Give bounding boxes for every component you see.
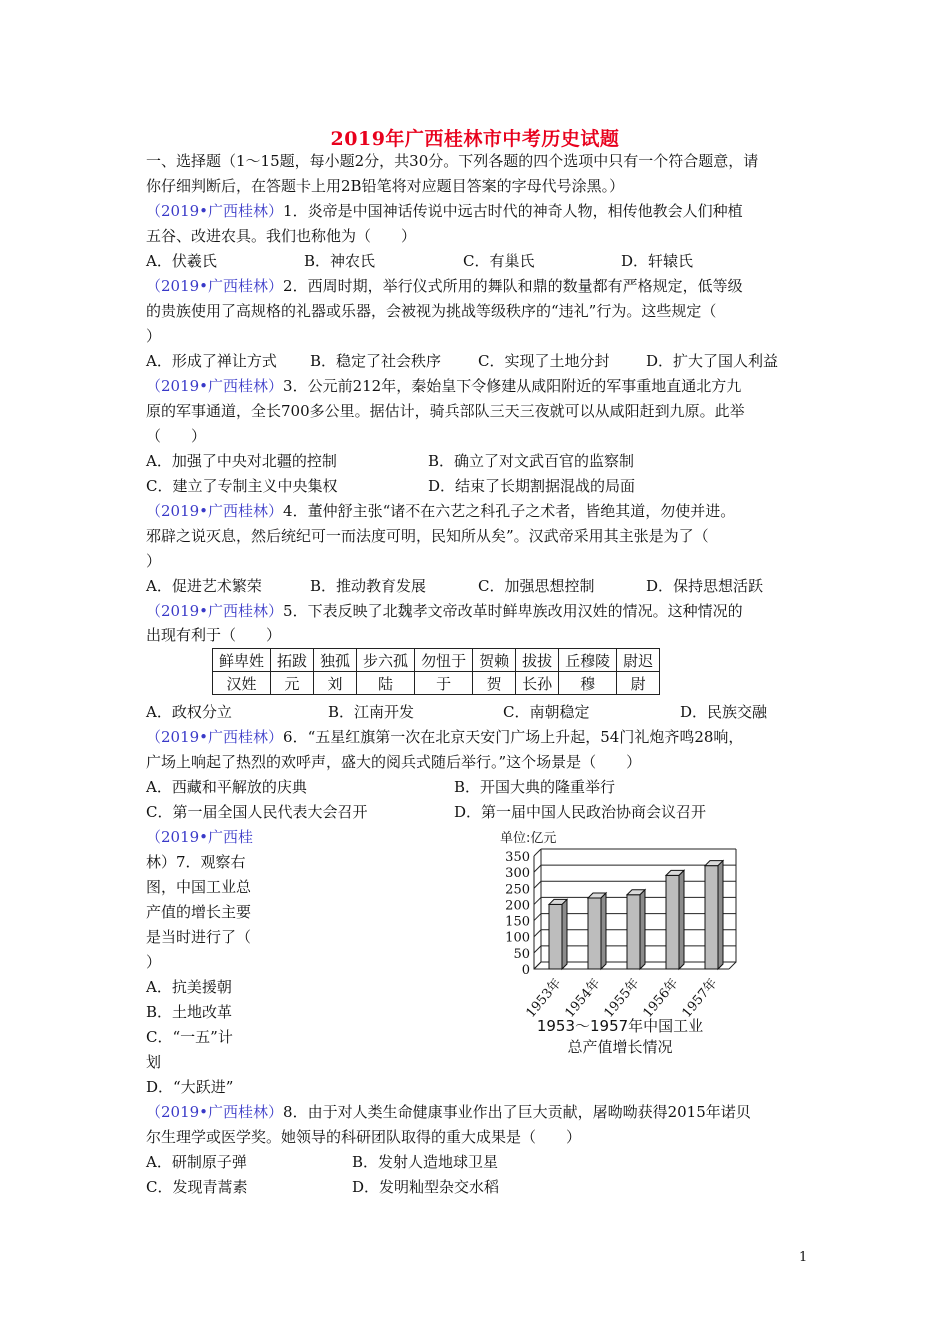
question-5: （2019•广西桂林）5．下表反映了北魏孝文帝改革时鲜卑族改用汉姓的情况。这种情况的: [146, 602, 743, 620]
table-cell: 元: [271, 672, 314, 695]
q1-option-c: C．有巢氏: [463, 252, 535, 270]
chart-gridline-edge: [534, 881, 541, 888]
question-5-cont: 出现有利于（ ）: [146, 626, 282, 644]
section-intro-line-1: 一、选择题（1～15题，每小题2分，共30分。下列各题的四个选项中只有一个符合题意，请: [146, 152, 759, 170]
table-cell: 勿忸于: [415, 649, 473, 672]
y-tick-label: 0: [521, 963, 530, 978]
page-title: 2019年广西桂林市中考历史试题: [330, 128, 620, 150]
q4-option-c: C．加强思想控制: [478, 577, 595, 595]
table-cell: 陆: [357, 672, 415, 695]
question-4: （2019•广西桂林）4．董仲舒主张“诸不在六艺之科孔子之术者，皆绝其道，勿使并进。: [146, 502, 736, 520]
question-7-line-4: 是当时进行了（: [146, 928, 252, 946]
chart-gridline-edge: [534, 962, 541, 969]
x-tick-label: 1954年: [562, 975, 604, 1021]
q7-option-a: A．抗美援朝: [146, 978, 232, 996]
table-cell: 拔拔: [516, 649, 559, 672]
question-8: （2019•广西桂林）8．由于对人类生命健康事业作出了巨大贡献，屠呦呦获得2015年诺贝: [146, 1103, 751, 1121]
y-tick-label: 350: [505, 850, 530, 865]
q8-option-d: D．发明籼型杂交水稻: [352, 1178, 500, 1196]
q6-option-a: A．西藏和平解放的庆典: [146, 778, 307, 796]
chart-unit-label: 单位:亿元: [500, 831, 557, 846]
question-7-line-2: 图，中国工业总: [146, 878, 252, 896]
chart-gridline-edge: [534, 946, 541, 953]
q3-option-b: B．确立了对文武百官的监察制: [428, 452, 635, 470]
q4-option-b: B．推动教育发展: [310, 577, 427, 595]
question-1: （2019•广西桂林）1．炎帝是中国神话传说中远古时代的神奇人物，相传他教会人们种植: [146, 202, 743, 220]
surname-table: [212, 648, 660, 695]
bar-side: [640, 890, 645, 969]
table-row: [213, 649, 660, 672]
q7-option-c: C．“一五”计: [146, 1028, 233, 1046]
question-4-cont2: ）: [146, 552, 162, 570]
chart-caption-line-2: 总产值增长情况: [567, 1038, 673, 1056]
section-intro-line-2: 你仔细判断后，在答题卡上用2B铅笔将对应题目答案的字母代号涂黑。）: [146, 177, 625, 195]
chart-gridline-edge: [534, 897, 541, 904]
q2-option-a: A．形成了禅让方式: [146, 352, 277, 370]
q3-option-d: D．结束了长期割据混战的局面: [428, 477, 636, 495]
table-cell: 贺: [473, 672, 516, 695]
q6-option-b: B．开国大典的隆重举行: [454, 778, 616, 796]
question-2: （2019•广西桂林）2．西周时期，举行仪式所用的舞队和鼎的数量都有严格规定，低等级: [146, 277, 743, 295]
bar: [627, 895, 640, 969]
table-cell: 鲜卑姓: [213, 649, 271, 672]
question-6: （2019•广西桂林）6．“五星红旗第一次在北京天安门广场上升起，54门礼炮齐鸣28响，: [146, 728, 744, 746]
question-7-line-3: 产值的增长主要: [146, 903, 252, 921]
bar: [549, 904, 562, 969]
table-cell: 贺赖: [473, 649, 516, 672]
q5-option-d: D．民族交融: [680, 703, 768, 721]
table-cell: 尉: [617, 672, 660, 695]
chart-floor-edge: [729, 962, 736, 969]
table-cell: 长孙: [516, 672, 559, 695]
x-tick-label: 1957年: [679, 975, 721, 1021]
question-3-cont2: （ ）: [146, 427, 207, 445]
q8-option-b: B．发射人造地球卫星: [352, 1153, 499, 1171]
q5-option-c: C．南朝稳定: [503, 703, 590, 721]
y-tick-label: 100: [505, 930, 530, 946]
q5-option-a: A．政权分立: [146, 703, 232, 721]
table-cell: 独孤: [314, 649, 357, 672]
question-2-cont2: ）: [146, 327, 162, 345]
q2-option-d: D．扩大了国人利益: [646, 352, 779, 370]
x-tick-label: 1956年: [640, 975, 682, 1021]
question-1-cont: 五谷、改进农具。我们也称他为（ ）: [146, 227, 417, 245]
question-2-cont: 的贵族使用了高规格的礼器或乐器，会被视为挑战等级秩序的“违礼”行为。这些规定（: [146, 302, 717, 320]
question-7-source: （2019•广西桂: [146, 828, 254, 846]
chart-caption-line-1: 1953～1957年中国工业: [536, 1017, 704, 1035]
bar-side: [679, 870, 684, 969]
question-7-line-1: 林）7．观察右: [146, 853, 246, 871]
table-cell: 步六孤: [357, 649, 415, 672]
x-tick-label: 1955年: [601, 975, 643, 1021]
chart-gridline-edge: [534, 914, 541, 921]
chart-gridline-edge: [534, 930, 541, 937]
source-tag: （2019•广西桂林）: [146, 202, 284, 220]
y-tick-label: 200: [505, 898, 530, 914]
chart-gridline-edge: [534, 865, 541, 872]
question-4-cont: 邪辟之说灭息，然后统纪可一而法度可明，民知所从矣”。汉武帝采用其主张是为了（: [146, 527, 709, 545]
page-number: 1: [799, 1250, 808, 1265]
question-8-cont: 尔生理学或医学奖。她领导的科研团队取得的重大成果是（ ）: [146, 1128, 582, 1146]
x-tick-label: 1953年: [523, 975, 565, 1021]
table-cell: 汉姓: [213, 672, 271, 695]
q4-option-a: A．促进艺术繁荣: [146, 577, 262, 595]
bar: [666, 875, 679, 969]
q7-option-c-cont: 划: [146, 1053, 162, 1071]
question-3-cont: 原的军事通道，全长700多公里。据估计，骑兵部队三天三夜就可以从咸阳赶到九原。此举: [146, 402, 745, 420]
bar-side: [601, 893, 606, 969]
q1-option-b: B．神农氏: [304, 252, 376, 270]
q2-option-b: B．稳定了社会秩序: [310, 352, 442, 370]
table-cell: 拓跋: [271, 649, 314, 672]
q3-option-a: A．加强了中央对北疆的控制: [146, 452, 337, 470]
q5-option-b: B．江南开发: [328, 703, 415, 721]
chart-gridline-edge: [534, 849, 541, 856]
table-cell: 丘穆陵: [559, 649, 617, 672]
q3-option-c: C．建立了专制主义中央集权: [146, 477, 338, 495]
q7-option-d: D．“大跃进”: [146, 1078, 234, 1096]
question-6-cont: 广场上响起了热烈的欢呼声，盛大的阅兵式随后举行。”这个场景是（ ）: [146, 753, 642, 771]
q7-option-b: B．土地改革: [146, 1003, 233, 1021]
q4-option-d: D．保持思想活跃: [646, 577, 764, 595]
bar: [588, 898, 601, 969]
q1-option-a: A．伏羲氏: [146, 252, 217, 270]
y-tick-label: 50: [513, 946, 530, 962]
table-row: [213, 672, 660, 695]
y-tick-label: 300: [505, 866, 530, 882]
q6-option-c: C．第一届全国人民代表大会召开: [146, 803, 368, 821]
y-tick-label: 250: [505, 882, 530, 898]
q1-option-d: D．轩辕氏: [621, 252, 694, 270]
q8-option-c: C．发现青蒿素: [146, 1178, 248, 1196]
bar-side: [562, 899, 567, 969]
q2-option-c: C．实现了土地分封: [478, 352, 610, 370]
q8-option-a: A．研制原子弹: [146, 1153, 247, 1171]
table-cell: 穆: [559, 672, 617, 695]
table-cell: 于: [415, 672, 473, 695]
question-3: （2019•广西桂林）3．公元前212年，秦始皇下令修建从咸阳附近的军事重地直通北方九: [146, 377, 742, 395]
question-7-line-5: ）: [146, 953, 162, 971]
bar: [705, 866, 718, 969]
bar-side: [718, 861, 723, 969]
table-cell: 刘: [314, 672, 357, 695]
q6-option-d: D．第一届中国人民政治协商会议召开: [454, 803, 707, 821]
table-cell: 尉迟: [617, 649, 660, 672]
y-tick-label: 150: [505, 914, 530, 930]
